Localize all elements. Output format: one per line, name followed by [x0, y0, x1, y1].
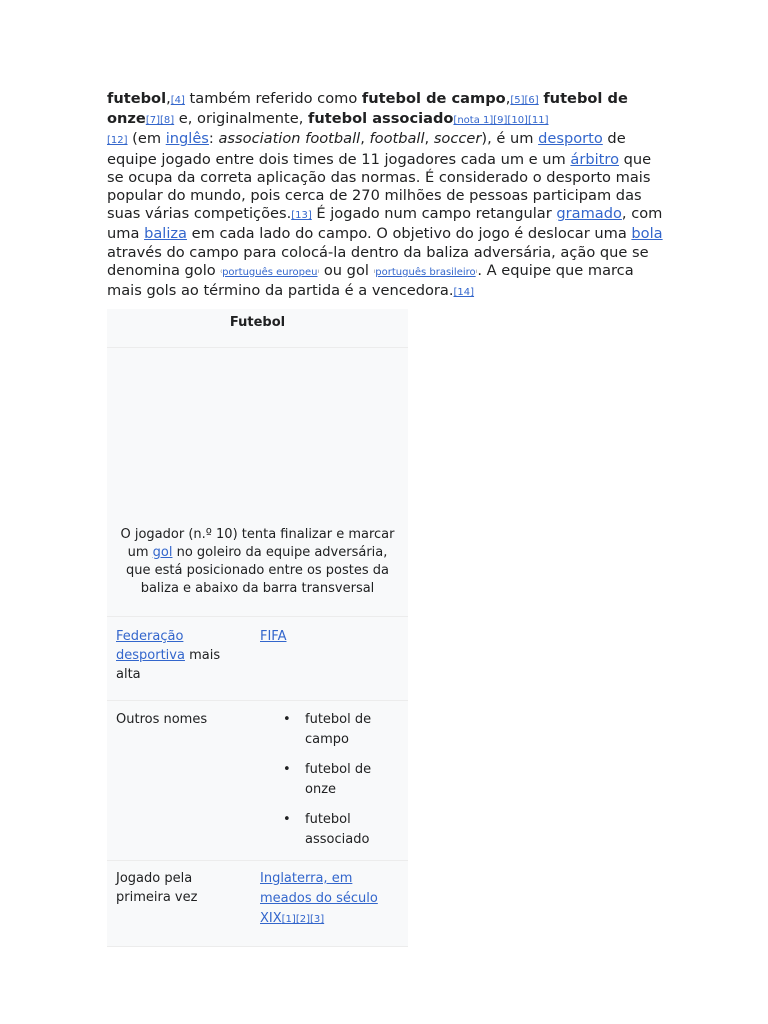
term-futebol: futebol: [107, 90, 167, 107]
infobox-image: [107, 348, 408, 526]
federation-label: Federação desportiva mais alta: [116, 629, 221, 682]
term-futebol-de-campo: futebol de campo: [361, 90, 506, 107]
link-gol[interactable]: gol: [152, 545, 173, 560]
infobox-row-federation: [107, 617, 408, 701]
link-fifa[interactable]: FIFA: [260, 629, 287, 644]
english-name-association-football: association football: [218, 130, 361, 148]
bullet-icon: •: [283, 812, 291, 827]
infobox-title: Futebol: [107, 309, 408, 348]
term-futebol-associado: futebol associado: [308, 110, 454, 128]
first-played-label: Jogado pela primeira vez: [116, 871, 198, 905]
link-arbitro[interactable]: árbitro: [570, 150, 620, 168]
term-futebol-de-onze: futebol de onze: [107, 90, 628, 128]
link-bola[interactable]: bola: [631, 225, 663, 243]
english-name-soccer: soccer: [433, 130, 482, 148]
list-item: • futebol de onze: [283, 762, 372, 797]
list-item: • futebol de campo: [283, 712, 372, 747]
link-federacao-desportiva[interactable]: Federação desportiva: [116, 629, 185, 663]
infobox-row-first-played: [107, 861, 408, 947]
federation-value: [251, 619, 408, 692]
bullet-icon: •: [283, 762, 291, 777]
link-ingles[interactable]: inglês: [165, 130, 209, 148]
ref-nota-1-9-10-11[interactable]: [nota 1][9][10][11]: [453, 115, 549, 127]
link-gramado[interactable]: gramado: [556, 205, 622, 223]
infobox: [107, 309, 408, 947]
first-played-value: [251, 861, 408, 938]
ref-4[interactable]: [4]: [170, 95, 185, 106]
link-desporto[interactable]: desporto: [538, 130, 603, 148]
ref-1-2-3[interactable]: [1][2][3]: [281, 914, 325, 925]
ref-5-6[interactable]: [5][6]: [510, 95, 539, 106]
ref-12[interactable]: [12]: [107, 135, 128, 147]
infobox-caption: O jogador (n.º 10) tenta finalizar e marcar um gol no goleiro da equipe adversária, que está posicionado entre os postes da baliza e abaixo da barra transversal: [107, 526, 408, 617]
note-portugues-brasileiro[interactable]: português brasileiro: [375, 266, 476, 278]
ref-14[interactable]: [14]: [453, 287, 475, 299]
other-names-value: [251, 702, 408, 858]
ref-13[interactable]: [13]: [291, 210, 312, 222]
ref-7-8[interactable]: [7][8]: [145, 115, 175, 127]
other-names-label: Outros nomes: [116, 712, 208, 727]
note-portugues-europeu[interactable]: português europeu: [222, 266, 318, 278]
other-names-list: [260, 710, 400, 850]
infobox-row-other-names: [107, 701, 408, 861]
link-inglaterra-seculo-xix[interactable]: Inglaterra, em meados do século XIX: [260, 871, 378, 926]
lead-paragraph: futebol,[4] também referido como futebol de campo,[5][6] futebol de onze[7][8] e, originalmente, futebol associado[nota 1][9][10][11] [12] (em inglês: association football, football, soccer), é um desporto de equipe jogado entre dois times de 11 jogadores cada um e um árbitro que se ocupa da correta aplicação das normas. É considerado o desporto mais popular do mundo, pois cerca de 270 milhões de pessoas participam das suas várias competições.[13] É jogado num campo retangular gramado, com uma baliza em cada lado do campo. O objetivo do jogo é deslocar uma bola através do campo para colocá-la dentro da baliza adversária, ação que se denomina golo ⁽português europeu⁾ ou gol ⁽português brasileiro⁾. A equipe que marca mais gols ao término da partida é a vencedora.[14]: [107, 90, 663, 300]
list-item: • futebol associado: [283, 812, 370, 847]
bullet-icon: •: [283, 712, 291, 727]
link-baliza[interactable]: baliza: [144, 225, 187, 243]
english-name-football: football: [369, 130, 425, 148]
